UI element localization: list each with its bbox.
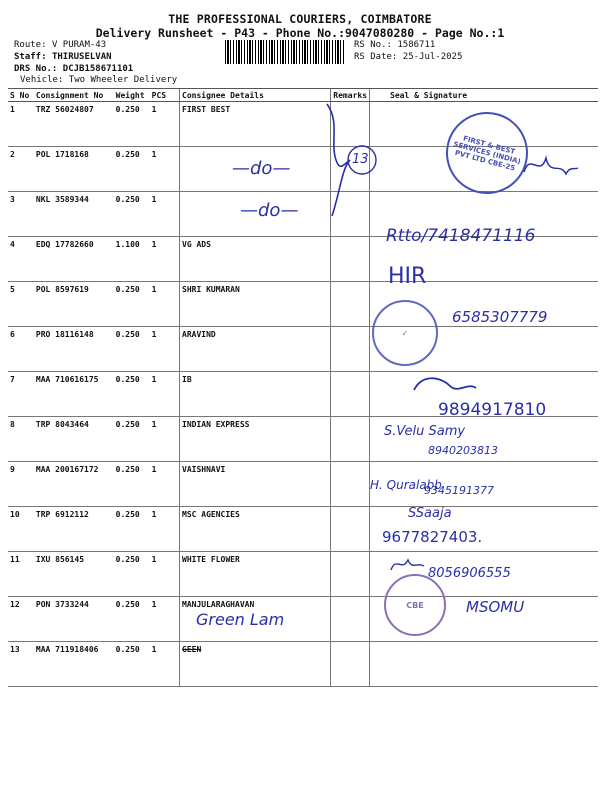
- table-row: 4 EDQ 17782660 1.100 1 VG ADS: [8, 237, 598, 282]
- document-title: THE PROFESSIONAL COURIERS, COIMBATORE: [168, 12, 432, 26]
- remark-row13: Green Lam: [196, 610, 285, 629]
- drs-field: DRS No.: DCJB158671101: [14, 64, 134, 74]
- count-mark: 13: [352, 152, 369, 167]
- col-header-sno: S No: [8, 89, 34, 102]
- signature-row6: 6585307779: [452, 308, 548, 326]
- ditto-mark-row2: —do—: [232, 158, 291, 179]
- table-row: 12 PON 3733244 0.250 1 MANJULARAGHAVAN: [8, 597, 598, 642]
- signature-row4: Rtto/7418471116: [386, 226, 536, 246]
- signature-row12-scribble: [388, 554, 428, 576]
- signature-row12: 8056906555: [428, 566, 511, 581]
- table-row: 7 MAA 710616175 0.250 1 IB: [8, 372, 598, 417]
- company-seal: FIRST & BEST SERVICES (INDIA) PVT LTD CBE-25: [437, 103, 537, 203]
- col-header-consignee: Consignee Details: [180, 89, 331, 102]
- ditto-mark-row3: —do—: [240, 200, 299, 221]
- barcode: [225, 40, 345, 64]
- col-header-weight: Weight: [114, 89, 150, 102]
- table-row: 1 TRZ 56024807 0.250 1 FIRST BEST: [8, 102, 598, 147]
- signature-row10-number: 9345191377: [424, 484, 494, 497]
- table-row: 6 PRO 18116148 0.250 1 ARAVIND: [8, 327, 598, 372]
- route-field: Route: V PURAM-43: [14, 40, 107, 50]
- document-subtitle: Delivery Runsheet - P43 - Phone No.:9047080280 - Page No.:1: [95, 26, 505, 40]
- col-header-consignment: Consignment No: [34, 89, 114, 102]
- col-header-signature: Seal & Signature: [370, 89, 598, 102]
- signature-row11-number: 9677827403.: [382, 528, 483, 546]
- table-row: 9 MAA 200167172 0.250 1 VAISHNAVI: [8, 462, 598, 507]
- col-header-remarks: Remarks: [331, 89, 370, 102]
- stamp-row6: ✓: [372, 300, 438, 366]
- table-row: 8 TRP 8043464 0.250 1 INDIAN EXPRESS: [8, 417, 598, 462]
- signature-row9-name: S.Velu Samy: [384, 424, 466, 439]
- signature-row13: MSOMU: [466, 598, 525, 616]
- table-row: 5 POL 8597619 0.250 1 SHRI KUMARAN: [8, 282, 598, 327]
- rs-date-field: RS Date: 25-Jul-2025: [354, 52, 463, 62]
- signature-row11-name: SSaaja: [408, 506, 452, 521]
- signature-row10-name: H. Quralabb: [370, 478, 442, 492]
- signature-row9-number: 8940203813: [428, 444, 498, 457]
- signature-row8: 9894917810: [438, 400, 547, 420]
- signature-row8-scribble: [410, 372, 480, 402]
- signature-row5: HIR: [388, 264, 427, 289]
- stamp-row13: CBE: [384, 574, 446, 636]
- table-row: 11 IXU 856145 0.250 1 WHITE FLOWER: [8, 552, 598, 597]
- table-row: 13 MAA 711918406 0.250 1 GEEN: [8, 642, 598, 687]
- rs-no-field: RS No.: 1586711: [354, 40, 436, 50]
- table-row: 10 TRP 6912112 0.250 1 MSC AGENCIES: [8, 507, 598, 552]
- col-header-pcs: PCS: [150, 89, 180, 102]
- table-row: 3 NKL 3589344 0.250 1: [8, 192, 598, 237]
- table-header-row: [8, 89, 598, 102]
- vehicle-field: Vehicle: Two Wheeler Delivery: [20, 75, 178, 85]
- signature-row2: [520, 148, 580, 188]
- staff-field: Staff: THIRUSELVAN: [14, 52, 112, 62]
- table-row: 2 POL 1718168 0.250 1: [8, 147, 598, 192]
